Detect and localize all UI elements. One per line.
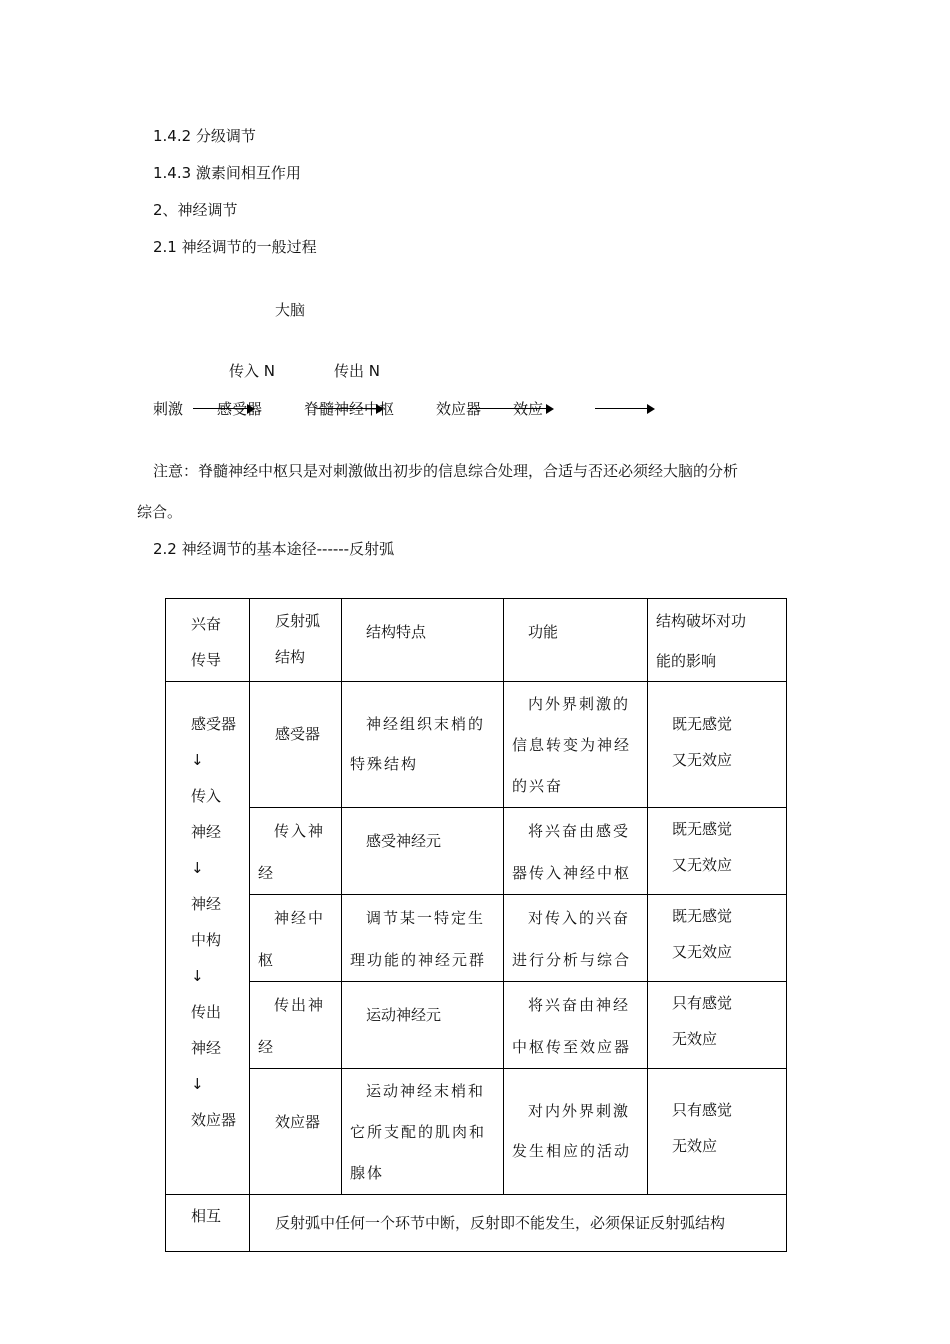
header-structure: 反射弧 结构	[250, 599, 342, 682]
impact-cell: 既无感觉 又无效应	[648, 682, 787, 808]
reflex-arc-table	[165, 598, 787, 1252]
flow-afferent-label: 传入 N	[229, 362, 275, 380]
heading-1-4-2: 1.4.2 分级调节	[153, 127, 256, 145]
interaction-text-cell: 反射弧中任何一个环节中断，反射即不能发生，必须保证反射弧结构	[250, 1195, 787, 1252]
function-cell: 将兴奋由感受 器传入神经中枢	[504, 808, 648, 895]
function-cell: 对传入的兴奋 进行分析与综合	[504, 895, 648, 982]
impact-cell: 只有感觉 无效应	[648, 982, 787, 1069]
flow-arrow-2	[318, 408, 382, 409]
table-row	[166, 982, 787, 1069]
feature-cell: 运动神经末梢和 它所支配的肌肉和 腺体	[342, 1069, 504, 1195]
flow-stimulus: 刺激	[153, 400, 184, 418]
structure-cell: 传入神 经	[250, 808, 342, 895]
flow-arrow-3	[468, 408, 552, 409]
header-impact: 结构破坏对功 能的影响	[648, 599, 787, 682]
table-row	[166, 682, 787, 808]
conduction-chain: 感受器 ↓ 传入 神经 ↓ 神经 中构 ↓ 传出 神经 ↓ 效应器	[166, 682, 250, 1195]
feature-cell: 运动神经元	[342, 982, 504, 1069]
heading-2-1: 2.1 神经调节的一般过程	[153, 238, 317, 256]
flow-brain: 大脑	[275, 301, 306, 319]
structure-cell: 效应器	[250, 1069, 342, 1195]
structure-cell: 传出神 经	[250, 982, 342, 1069]
flow-receptor: 感受器	[217, 400, 263, 418]
function-cell: 将兴奋由神经 中枢传至效应器	[504, 982, 648, 1069]
table-row	[166, 895, 787, 982]
header-feature: 结构特点	[342, 599, 504, 682]
flow-arrow-1	[193, 408, 253, 409]
table-row-interaction	[166, 1195, 787, 1252]
structure-cell: 感受器	[250, 682, 342, 808]
table-header-row	[166, 599, 787, 682]
interaction-label-cell: 相互	[166, 1195, 250, 1252]
feature-cell: 神经组织末梢的 特殊结构	[342, 682, 504, 808]
feature-cell: 调节某一特定生 理功能的神经元群	[342, 895, 504, 982]
heading-2: 2、神经调节	[153, 201, 238, 219]
feature-cell: 感受神经元	[342, 808, 504, 895]
flow-efferent-label: 传出 N	[334, 362, 380, 380]
table-row	[166, 808, 787, 895]
heading-1-4-3: 1.4.3 激素间相互作用	[153, 164, 301, 182]
header-function: 功能	[504, 599, 648, 682]
flow-effector: 效应器	[436, 400, 482, 418]
impact-cell: 既无感觉 又无效应	[648, 895, 787, 982]
structure-cell: 神经中 枢	[250, 895, 342, 982]
impact-cell: 只有感觉 无效应	[648, 1069, 787, 1195]
function-cell: 对内外界刺激 发生相应的活动	[504, 1069, 648, 1195]
flow-spinal-center: 脊髓神经中枢	[304, 400, 395, 418]
flow-arrow-4	[595, 408, 653, 409]
note-line-2: 综合。	[137, 503, 183, 521]
heading-2-2: 2.2 神经调节的基本途径------反射弧	[153, 540, 395, 558]
header-conduction: 兴奋 传导	[166, 599, 250, 682]
impact-cell: 既无感觉 又无效应	[648, 808, 787, 895]
function-cell: 内外界刺激的 信息转变为神经 的兴奋	[504, 682, 648, 808]
flow-response: 效应	[513, 400, 544, 418]
table-row	[166, 1069, 787, 1195]
note-line-1: 注意：脊髓神经中枢只是对刺激做出初步的信息综合处理，合适与否还必须经大脑的分析	[153, 462, 739, 480]
